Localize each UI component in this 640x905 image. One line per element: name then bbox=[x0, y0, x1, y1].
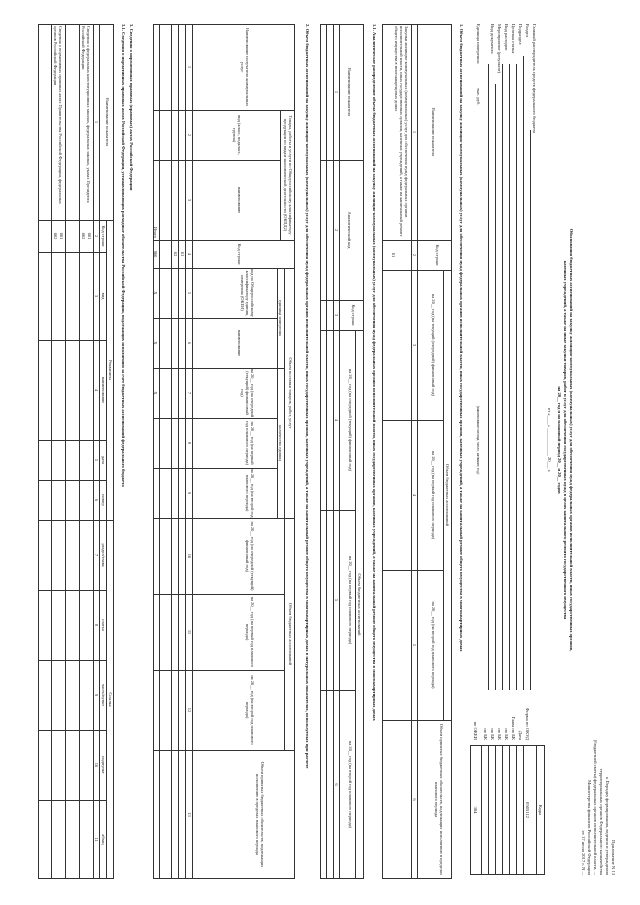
s2-hline bbox=[192, 24, 193, 879]
s11-hline bbox=[339, 24, 340, 879]
s11-num-1: 1 bbox=[334, 90, 339, 94]
s1-col-6: Объем принятых бюджетных обязательств, подлежащих исполнению в пределах планового периода bbox=[434, 723, 444, 876]
s1-row-1-code: 01 bbox=[391, 252, 396, 258]
s11-num-2: 2 bbox=[334, 228, 339, 232]
s3-num-11: 11 bbox=[94, 837, 99, 842]
header-field-3: Подраздел bbox=[518, 24, 523, 45]
codes-form-code: 0505112 bbox=[525, 802, 530, 818]
s11-num-4: 4 bbox=[334, 418, 339, 422]
s11-col-4: на 20__ год (на очередной (текущий) финансовый год) bbox=[348, 369, 353, 471]
s1-hline bbox=[417, 24, 418, 879]
s3-hline bbox=[79, 24, 80, 879]
s2-col-budget-y3: на 20__ год (на второй год планового периода) bbox=[245, 675, 255, 745]
header-underline-7 bbox=[488, 64, 489, 690]
s2-col-qty: количество единиц bbox=[278, 425, 283, 461]
codes-okei-code: 384 bbox=[473, 806, 478, 814]
s2-vline bbox=[153, 160, 281, 161]
codes-line bbox=[523, 745, 524, 875]
s3-hline bbox=[51, 24, 52, 879]
s11-col-1: Наименование показателя bbox=[347, 67, 352, 117]
s1-col-5: на 20__ год (на второй год планового периода) bbox=[431, 601, 436, 689]
s11-hline bbox=[326, 24, 327, 879]
s2-col-unit: единица измерения bbox=[278, 299, 283, 337]
s11-col-6: на 20__ год (на второй год планового периода) bbox=[348, 741, 353, 828]
s3-col-req: Реквизиты bbox=[108, 360, 113, 380]
s1-num-6: 6 bbox=[412, 798, 417, 801]
s3-num-9: 9 bbox=[94, 693, 99, 697]
s2-col-y1: на 20__ год (на очередной (текущий) финансовый год) bbox=[240, 368, 255, 418]
s11-num-6: 6 bbox=[334, 783, 339, 786]
s3-req-5: раздел/глава bbox=[101, 543, 106, 567]
s3-num-7: 7 bbox=[94, 553, 99, 557]
s3-num-1: 1 bbox=[94, 120, 99, 124]
s1-col-1: Наименование показателя bbox=[431, 107, 436, 157]
s2-col-commit: Объем принятых бюджетных обязательств, подлежащих исполнению в пределах планового периода bbox=[255, 761, 265, 868]
header-underline-3 bbox=[516, 64, 517, 690]
codes-okei-label: по ОКЕИ bbox=[473, 721, 478, 740]
header-field-4: Целевая статья bbox=[511, 24, 516, 54]
s2-num-6: 6 bbox=[187, 341, 192, 345]
s2-vline bbox=[153, 110, 295, 111]
header-field-7: Вид документа bbox=[490, 24, 495, 54]
s3-req-1: вид bbox=[101, 292, 106, 300]
form-title-line-1: Обоснования бюджетных ассигнований на закупку жилищно-коммунальных (коммунальных) услуг для обеспечения нужд федеральных органов исполнительной власти, иных государственных органов, bbox=[569, 228, 574, 652]
s2-col-budget-y1: на 20__ год (на очередной (текущий) финансовый год) bbox=[245, 521, 255, 591]
codes-row-2: Глава по БК bbox=[511, 716, 516, 740]
s3-num-6: 6 bbox=[94, 498, 99, 502]
s2-num-9: 9 bbox=[187, 491, 192, 495]
s2-col-goods: Товары, работы и услуги по Общероссийскому классификатору продукции по видам экономической деятельности (ОКПД2) bbox=[283, 115, 293, 235]
s2-col-naim: наименование bbox=[237, 186, 242, 214]
form-title-line-2: казенных учреждений, а также на иные закупки товаров, работ и услуг для обеспечения государственных нужд в целях капитального ремонта государственного имущества bbox=[563, 260, 568, 620]
s11-col-3: Код строки bbox=[351, 304, 356, 326]
form-title-line-3: на 20__ год и на плановый период 20__ и 20__ годов bbox=[557, 386, 562, 494]
codes-line bbox=[536, 745, 537, 875]
s2-row-code-1: 01 bbox=[180, 251, 185, 257]
s1-num-1: 1 bbox=[412, 130, 417, 134]
appendix-line-2: к Порядку формирования, ведения и утверждения bbox=[605, 777, 610, 875]
header-underline-2 bbox=[523, 56, 524, 690]
header-field-2: Раздел bbox=[525, 24, 530, 37]
appendix-line-5: Министерства финансов Российской Федерации bbox=[587, 780, 592, 875]
s2-vline bbox=[153, 670, 285, 671]
s2-total-label: Итого bbox=[153, 226, 158, 238]
header-underline-4 bbox=[509, 64, 510, 690]
s2-num-2: 2 bbox=[187, 133, 192, 137]
s2-total-x-2: X bbox=[153, 341, 158, 345]
section11-title: 1.1. Аналитическое распределение объема бюджетных ассигнований на закупку жилищно-коммунальных (коммунальных) услуг для обеспечения нужд федеральных органов исполнительной власти, иных государственных органов, казенных учреждений, а также на капитальный ремонт общего имущества в многоквартирных домах bbox=[372, 24, 377, 721]
s1-col-4: на 20__ год (на первый год планового периода) bbox=[431, 450, 436, 540]
s3-num-10: 10 bbox=[94, 762, 99, 768]
s2-num-8: 8 bbox=[187, 441, 192, 445]
s2-num-7: 7 bbox=[187, 391, 192, 395]
s1-row-1: Закупки жилищно-коммунальных (коммунальных) услуг для обеспечения нужд федеральных органов исполнительной власти, иных государственных органов, казенных учреждений, а также на капитальный ремонт общего имущества в многоквартирных домах bbox=[394, 26, 409, 237]
s2-col-y3: на 20__ год (на второй год планового периода) bbox=[245, 468, 255, 518]
s2-total-code: 900 bbox=[153, 250, 158, 258]
s11-col-2: Аналитический код bbox=[347, 211, 352, 249]
s2-hline bbox=[280, 110, 281, 240]
s3-row-2-code-2: 002 bbox=[53, 232, 58, 240]
codes-row-5: по БК bbox=[490, 728, 495, 740]
codes-line bbox=[509, 745, 510, 875]
header-underline-6 bbox=[495, 84, 496, 690]
s2-col-unit-name: наименование bbox=[237, 329, 242, 357]
s2-hline bbox=[185, 24, 186, 879]
codes-line bbox=[516, 745, 517, 875]
section1-title: 1. Объем бюджетных ассигнований на закупку жилищно-коммунальных (коммунальных) услуг для обеспечения нужд федеральных органов исполнительной власти, иных государственных органов, казенных учреждений, а также на капитальный ремонт общего имущества в многоквартирных домах bbox=[459, 24, 464, 652]
s2-col-name: Наименование получателя коммунальных услуг bbox=[240, 27, 250, 107]
s2-num-11: 11 bbox=[187, 629, 192, 635]
s1-col-3: на 20__ год (на текущий (очередной) финансовый год) bbox=[431, 294, 436, 396]
s2-hline bbox=[159, 24, 160, 879]
s2-row-code-2: 02 bbox=[173, 251, 178, 257]
s2-vline bbox=[153, 750, 295, 751]
s11-hline bbox=[355, 330, 356, 879]
s2-num-1: 1 bbox=[187, 65, 192, 69]
appendix-line-4: (бюджетной сметы) федеральных органов исполнительной власти, ... bbox=[593, 739, 598, 875]
s2-num-10: 10 bbox=[187, 553, 192, 559]
s2-vline bbox=[153, 368, 285, 369]
codes-line bbox=[495, 745, 496, 875]
s3-req-4: номер bbox=[101, 494, 106, 506]
section2-title: 2. Объем бюджетных ассигнований на закупку жилищно-коммунальных (коммунальных) услуг для обеспечения нужд федеральных органов исполнительной власти, иных государственных органов, казенных учреждений, а также на капитальный ремонт общего имущества в многоквартирных домах в натуральных показателях, используемых при расчете bbox=[305, 24, 310, 769]
s2-num-5: 5 bbox=[187, 291, 192, 295]
s2-num-4: 4 bbox=[187, 252, 192, 256]
s11-num-5: 5 bbox=[334, 598, 339, 602]
codes-line bbox=[502, 745, 503, 875]
s2-num-13: 13 bbox=[187, 812, 192, 817]
s3-row-1-code-1: 001 bbox=[87, 232, 92, 240]
s2-total-x-3: X bbox=[153, 391, 158, 395]
s11-group-header: Объем бюджетных ассигнований bbox=[357, 573, 362, 636]
s1-hline bbox=[443, 270, 444, 720]
s3-req-0: Код строки bbox=[101, 225, 106, 247]
appendix-line-6: от 17 июля 2017 г. N ... bbox=[581, 830, 586, 875]
section3-title: 3. Сведения о нормативных правовых (правовых) актах Российской Федерации bbox=[129, 24, 134, 191]
appendix-line-3: территориальных органов Федерального казначейства bbox=[599, 768, 604, 875]
s3-num-2: 2 bbox=[94, 234, 99, 238]
codes-header: Коды bbox=[538, 804, 543, 816]
codes-row-4: по БК bbox=[497, 728, 502, 740]
s2-col-unit-code: код по Общероссийскому классификатору единиц измерения (ОКЕИ) bbox=[240, 269, 255, 317]
s2-vline bbox=[153, 518, 295, 519]
codes-row-6: по БК bbox=[483, 728, 488, 740]
s3-hline bbox=[65, 24, 66, 879]
s3-req-9: абзац bbox=[101, 834, 106, 845]
s2-col-volume: Объем поставки товаров, работ, услуг bbox=[288, 357, 293, 429]
s2-col-code: Код строки bbox=[237, 243, 242, 265]
s1-group-header: Объем бюджетных ассигнований bbox=[445, 464, 450, 526]
s3-num-4: 4 bbox=[94, 388, 99, 392]
codes-line bbox=[481, 745, 482, 875]
s3-num-5: 5 bbox=[94, 458, 99, 462]
header-field-6: Мероприятие (результат) bbox=[497, 24, 502, 74]
s3-col-name: Наименование показателя bbox=[105, 97, 110, 147]
form-date-line: от «____» ____________ 20___ г. bbox=[547, 407, 552, 473]
section3-subtitle: 3.1. Сведения о нормативных правовых актах Российской Федерации, устанавливающих расходные обязательства Российской Федерации, подлежащих исполнению за счет бюджетных ассигнований федерального бюджета bbox=[121, 24, 126, 487]
s3-row-2: Сведения о нормативных правовых актах Правительства Российской Федерации, федеральных органов Российской Федерации bbox=[53, 26, 63, 204]
appendix-line-1: Приложение N 13 bbox=[611, 840, 616, 875]
s2-vline bbox=[153, 268, 295, 269]
s3-col-link: Ссылка bbox=[108, 692, 113, 707]
s3-req-6: статья bbox=[101, 619, 106, 631]
header-field-unit: Единица измерения: bbox=[476, 24, 481, 64]
s11-num-3: 3 bbox=[334, 313, 339, 317]
header-field-unit-value: тыс. руб. bbox=[476, 88, 481, 106]
s2-col-kind: вид (класс, подкласс, группа) bbox=[232, 115, 242, 155]
header-underline-5 bbox=[502, 64, 503, 690]
s1-num-3: 3 bbox=[412, 343, 417, 347]
s2-hline bbox=[284, 518, 285, 750]
codes-row-1: Дата bbox=[518, 730, 523, 740]
s3-hline bbox=[99, 24, 100, 879]
s3-req-3: дата bbox=[101, 456, 106, 464]
s11-col-5: на 20__ год (на первый год планового периода) bbox=[348, 555, 353, 645]
s2-col-budget-y2: на 20__ год (на первый год планового периода) bbox=[245, 596, 255, 668]
header-underline-1 bbox=[530, 130, 531, 690]
s2-col-budget: Объем бюджетных ассигнований bbox=[288, 603, 293, 665]
s2-hline bbox=[284, 268, 285, 518]
header-field-5: Вид расходов bbox=[504, 24, 509, 51]
s1-col-2: Код строки bbox=[435, 244, 440, 266]
codes-form-label: Форма по ОКУД bbox=[525, 707, 530, 740]
form-date-sub: (наименование месяца, число, название, год) bbox=[476, 405, 480, 475]
s3-num-8: 8 bbox=[94, 623, 99, 627]
s2-num-12: 12 bbox=[187, 707, 192, 713]
s2-vline bbox=[153, 594, 285, 595]
s3-req-8: подпункт bbox=[101, 756, 106, 774]
s1-num-2: 2 bbox=[412, 253, 417, 257]
s3-req-2: наименование bbox=[101, 376, 106, 404]
s3-row-1-code-2: 002 bbox=[81, 232, 86, 240]
s3-row-1: Сведения о федеральных конституционных законах, федеральных законах, указах Президента Российской Федерации bbox=[81, 26, 91, 203]
codes-line bbox=[488, 745, 489, 875]
s2-total-x-1: X bbox=[153, 291, 158, 295]
s2-num-3: 3 bbox=[187, 198, 192, 202]
s1-num-4: 4 bbox=[412, 493, 417, 497]
s1-num-5: 5 bbox=[412, 643, 417, 647]
s3-req-7: часть/пункт bbox=[101, 683, 106, 707]
s2-hline bbox=[171, 24, 172, 879]
s3-num-3: 3 bbox=[94, 294, 99, 298]
s3-row-2-code-1: 001 bbox=[59, 232, 64, 240]
header-field-1: Главный распорядитель средств федерального бюджета bbox=[532, 24, 537, 134]
s2-col-y2: на 20__ год (на первый год планового периода) bbox=[245, 421, 255, 465]
codes-row-3: по БК bbox=[504, 728, 509, 740]
s2-hline bbox=[178, 24, 179, 879]
s3-hline bbox=[106, 220, 107, 879]
